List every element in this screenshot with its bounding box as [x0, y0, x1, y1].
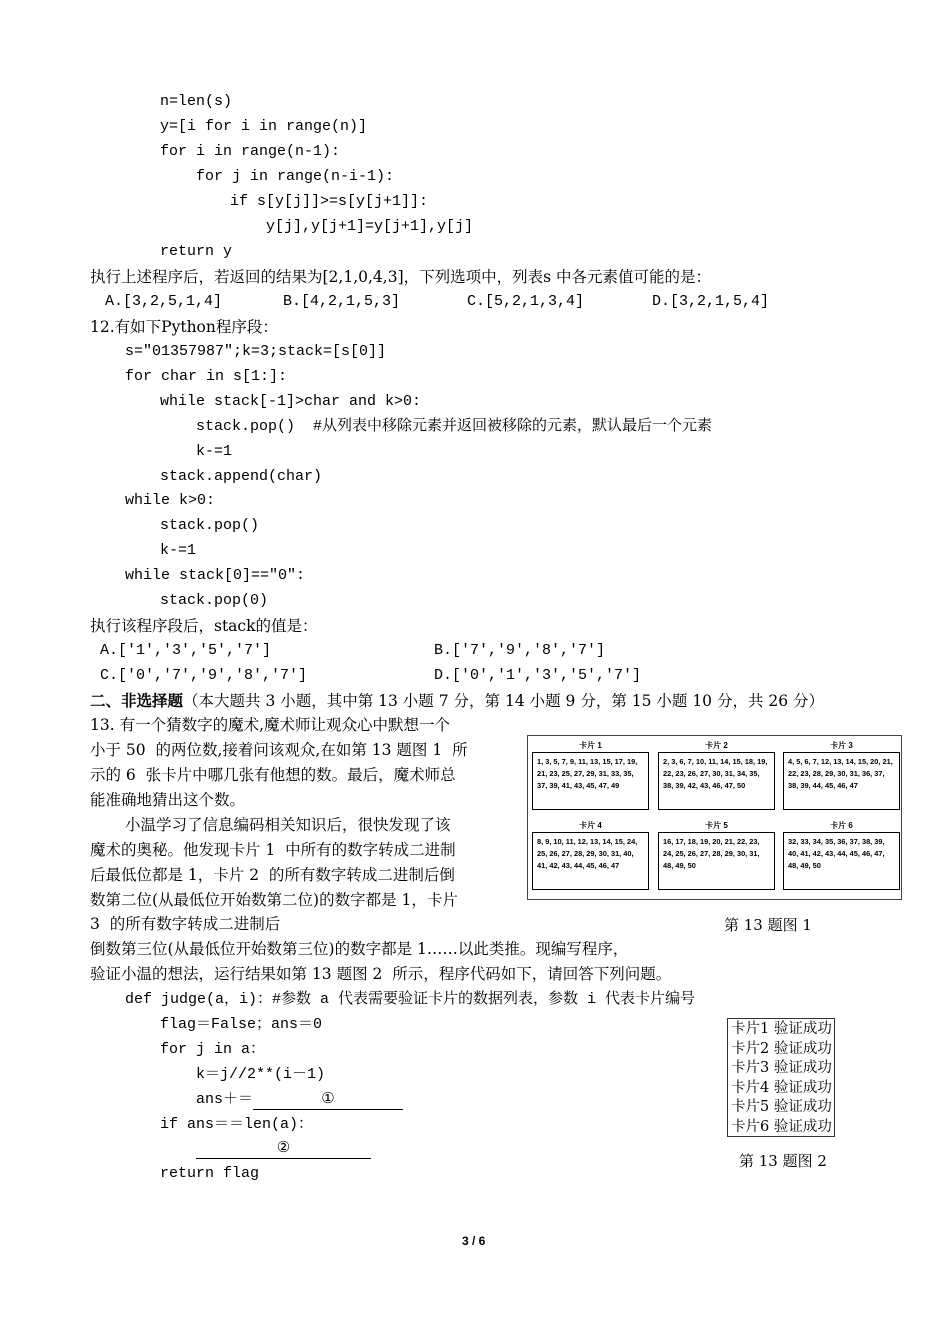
- code-line: [196, 1138, 371, 1160]
- code-line: n=len(s): [160, 93, 233, 110]
- code-line: for i in range(n-1):: [160, 143, 341, 160]
- code-line: s="01357987";k=3;stack=[s[0]]: [125, 343, 387, 360]
- card-title: 卡片 4: [579, 821, 602, 830]
- code-line: y[j],y[j+1]=y[j+1],y[j]: [266, 218, 474, 235]
- code-line: y=[i for i in range(n)]: [160, 118, 368, 135]
- card-title: 卡片 1: [579, 741, 602, 750]
- card: [658, 740, 775, 810]
- code-line: k-=1: [196, 443, 233, 460]
- q11-option-c: C.[5,2,1,3,4]: [467, 293, 585, 310]
- card-numbers: 8, 9, 10, 11, 12, 13, 14, 15, 24, 25, 26, 27, 28, 29, 30, 31, 40, 41, 42, 43, 44, 45, 46, 47: [532, 832, 649, 890]
- figure-2-caption: 第 13 题图 2: [739, 1152, 827, 1170]
- answer-blank-1[interactable]: ①: [253, 1091, 403, 1110]
- magic-cards-figure: [527, 735, 902, 900]
- code-line: for char in s[1:]:: [125, 368, 288, 385]
- q13-text: 3 的所有数字转成二进制后: [90, 915, 281, 933]
- q11-option-d: D.[3,2,1,5,4]: [652, 293, 770, 310]
- section-heading: [90, 690, 824, 712]
- card-numbers: 16, 17, 18, 19, 20, 21, 22, 23, 24, 25, 26, 27, 28, 29, 30, 31, 48, 49, 50: [658, 832, 775, 890]
- q13-text: 倒数第三位(从最低位开始数第三位)的数字都是 1……以此类推。现编写程序，: [90, 940, 629, 958]
- q13-text: 后最低位都是 1，卡片 2 的所有数字转成二进制后倒: [90, 866, 455, 884]
- card: [532, 820, 649, 890]
- card-title: 卡片 6: [830, 821, 853, 830]
- figure-1-caption: 第 13 题图 1: [724, 916, 812, 934]
- code-line: for j in range(n-i-1):: [196, 168, 395, 185]
- code-line: while stack[0]=="0":: [125, 567, 306, 584]
- code-line: return y: [160, 243, 233, 260]
- verify-row: 卡片6 验证成功: [731, 1118, 832, 1135]
- verify-row: 卡片5 验证成功: [731, 1099, 832, 1115]
- q13-text: 13. 有一个猜数字的魔术,魔术师让观众心中默想一个: [90, 716, 451, 734]
- verify-row: 卡片3 验证成功: [731, 1060, 832, 1076]
- verify-row: 卡片1 验证成功: [731, 1021, 832, 1037]
- q13-text: 魔术的奥秘。他发现卡片 1 中所有的数字转成二进制: [90, 841, 456, 859]
- card: [532, 740, 649, 810]
- section-title: 二、非选择题: [90, 691, 184, 710]
- section-note: （本大题共 3 小题，其中第 13 小题 7 分，第 14 小题 9 分，第 15 小题 10 分，共 26 分）: [183, 692, 825, 710]
- q12-title: 12.有如下Python程序段：: [90, 318, 278, 336]
- verify-row: 卡片2 验证成功: [731, 1040, 832, 1057]
- code-line: while k>0:: [125, 492, 216, 509]
- card-title: 卡片 2: [705, 741, 728, 750]
- q11-option-a: A.[3,2,5,1,4]: [105, 293, 223, 310]
- card: [658, 820, 775, 890]
- q13-text: 能准确地猜出这个数。: [90, 791, 246, 809]
- answer-blank-2[interactable]: ②: [196, 1140, 371, 1159]
- code-line: for j in a：: [160, 1041, 266, 1058]
- code-line: def judge(a，i)：#参数 a 代表需要验证卡片的数据列表，参数 i 代表卡片编号: [125, 991, 696, 1008]
- card: [783, 820, 900, 890]
- q12-option-d: D.['0','1','3','5','7']: [434, 667, 642, 684]
- code-line: stack.pop() #从列表中移除元素并返回被移除的元素，默认最后一个元素: [196, 418, 713, 435]
- code-line: [196, 1089, 403, 1111]
- card-title: 卡片 3: [830, 741, 853, 750]
- code-line: return flag: [160, 1165, 260, 1182]
- q12-option-b: B.['7','9','8','7']: [434, 642, 606, 659]
- code-line: flag＝False；ans＝0: [160, 1016, 323, 1033]
- code-line: k＝j//2**(i－1): [196, 1066, 326, 1083]
- q13-text: 小温学习了信息编码相关知识后，很快发现了该: [125, 816, 451, 834]
- q13-text: 验证小温的想法，运行结果如第 13 题图 2 所示，程序代码如下，请回答下列问题。: [90, 965, 672, 983]
- code-line: stack.append(char): [160, 468, 323, 485]
- card: [783, 740, 900, 810]
- q11-stem: 执行上述程序后，若返回的结果为[2,1,0,4,3]，下列选项中，列表s 中各元素值可能的是：: [90, 268, 711, 286]
- code-line: stack.pop(0): [160, 592, 269, 609]
- q12-stem: 执行该程序段后，stack的值是：: [90, 617, 318, 635]
- card-numbers: 32, 33, 34, 35, 36, 37, 38, 39, 40, 41, 42, 43, 44, 45, 46, 47, 48, 49, 50: [783, 832, 900, 890]
- code-line: if ans＝＝len(a)：: [160, 1116, 314, 1133]
- page-number: 3 / 6: [462, 1234, 486, 1248]
- q12-option-c: C.['0','7','9','8','7']: [100, 667, 308, 684]
- q13-text: 示的 6 张卡片中哪几张有他想的数。最后，魔术师总: [90, 766, 456, 784]
- card-numbers: 4, 5, 6, 7, 12, 13, 14, 15, 20, 21, 22, 23, 28, 29, 30, 31, 36, 37, 38, 39, 44, 45, 46, 47: [783, 752, 900, 810]
- code-line: k-=1: [160, 542, 197, 559]
- verification-output-figure: [727, 1018, 835, 1137]
- code-line: while stack[-1]>char and k>0:: [160, 393, 422, 410]
- q13-text: 小于 50 的两位数,接着问该观众,在如第 13 题图 1 所: [90, 741, 468, 759]
- q12-option-a: A.['1','3','5','7']: [100, 642, 272, 659]
- code-text: ans＋＝: [196, 1091, 254, 1108]
- card-numbers: 2, 3, 6, 7, 10, 11, 14, 15, 18, 19, 22, 23, 26, 27, 30, 31, 34, 35, 38, 39, 42, 43, 46, 47, 50: [658, 752, 775, 810]
- card-numbers: 1, 3, 5, 7, 9, 11, 13, 15, 17, 19, 21, 23, 25, 27, 29, 31, 33, 35, 37, 39, 41, 43, 45, 47, 49: [532, 752, 649, 810]
- code-line: stack.pop(): [160, 517, 260, 534]
- card-title: 卡片 5: [705, 821, 728, 830]
- code-line: if s[y[j]]>=s[y[j+1]]:: [230, 193, 429, 210]
- q13-text: 数第二位(从最低位开始数第二位)的数字都是 1，卡片: [90, 891, 458, 909]
- verify-row: 卡片4 验证成功: [731, 1079, 832, 1096]
- q11-option-b: B.[4,2,1,5,3]: [283, 293, 401, 310]
